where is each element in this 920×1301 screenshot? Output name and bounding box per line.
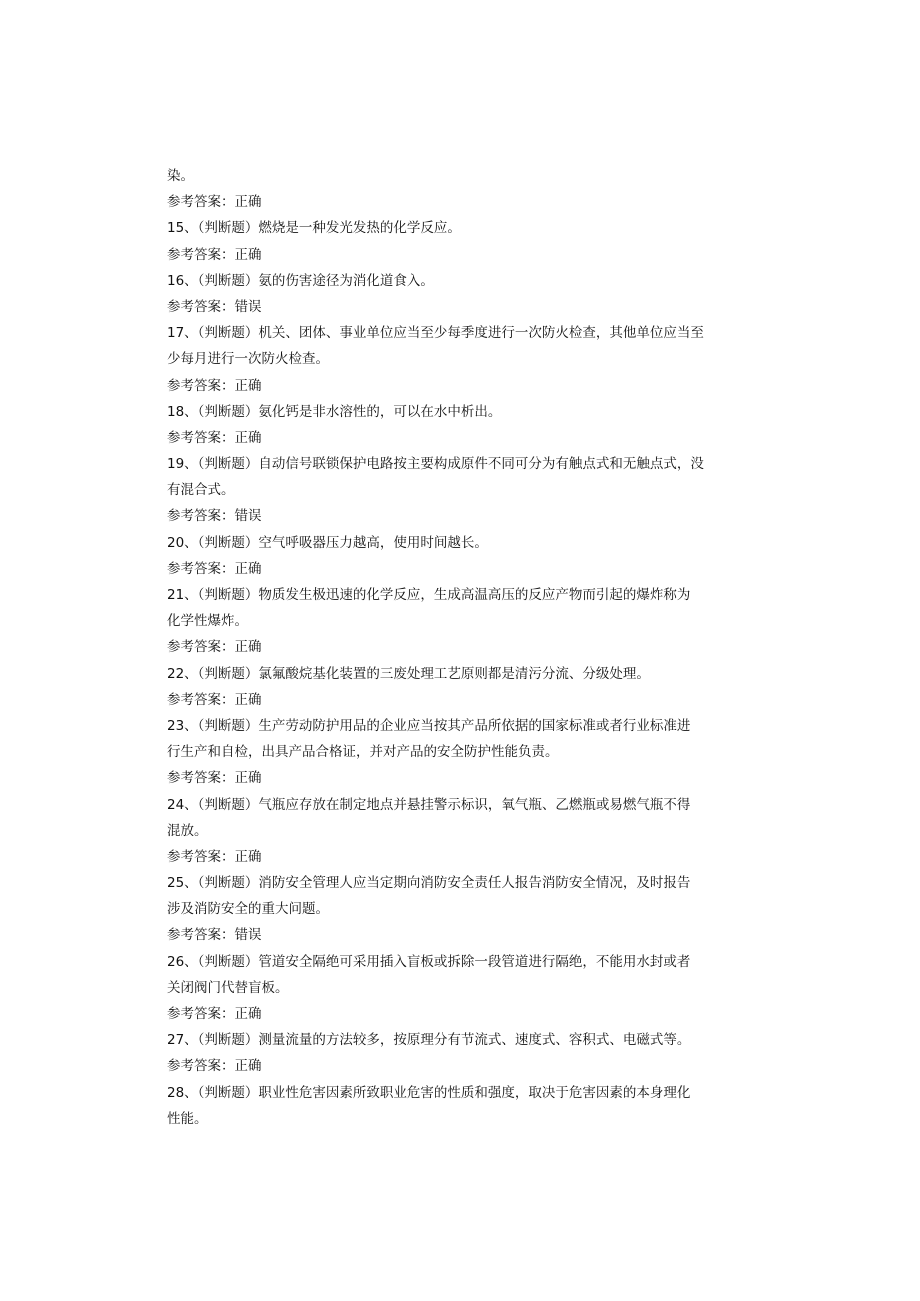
answer-line: 参考答案：正确 bbox=[167, 639, 262, 656]
question-continuation-line: 关闭阀门代替盲板。 bbox=[167, 979, 289, 996]
question-continuation-line: 涉及消防安全的重大问题。 bbox=[167, 901, 329, 918]
question-line: 19、（判断题）自动信号联锁保护电路按主要构成原件不同可分为有触点式和无触点式，没 bbox=[167, 456, 704, 473]
question-continuation-line: 混放。 bbox=[167, 822, 208, 839]
question-line: 23、（判断题）生产劳动防护用品的企业应当按其产品所依据的国家标准或者行业标准进 bbox=[167, 717, 691, 734]
answer-line: 参考答案：正确 bbox=[167, 1006, 262, 1022]
question-line: 15、（判断题）燃烧是一种发光发热的化学反应。 bbox=[167, 220, 461, 237]
answer-line: 参考答案：正确 bbox=[167, 429, 262, 446]
question-continuation-line: 化学性爆炸。 bbox=[167, 613, 248, 630]
answer-line: 参考答案：错误 bbox=[167, 927, 262, 944]
question-line: 21、（判断题）物质发生极迅速的化学反应，生成高温高压的反应产物而引起的爆炸称为 bbox=[167, 587, 691, 603]
question-line: 24、（判断题）气瓶应存放在制定地点并悬挂警示标识，氧气瓶、乙燃瓶或易燃气瓶不得 bbox=[167, 796, 691, 813]
answer-line: 参考答案：正确 bbox=[167, 848, 262, 865]
question-line: 28、（判断题）职业性危害因素所致职业危害的性质和强度，取决于危害因素的本身理化 bbox=[167, 1084, 691, 1101]
answer-line: 参考答案：正确 bbox=[167, 691, 262, 708]
answer-line: 参考答案：正确 bbox=[167, 1058, 262, 1075]
question-line: 18、（判断题）氨化钙是非水溶性的，可以在水中析出。 bbox=[167, 403, 502, 420]
question-line: 22、（判断题）氯氟酸烷基化装置的三废处理工艺原则都是清污分流、分级处理。 bbox=[167, 665, 650, 682]
answer-line: 参考答案：正确 bbox=[167, 770, 262, 787]
answer-line: 参考答案：正确 bbox=[167, 560, 262, 577]
question-continuation-line: 性能。 bbox=[167, 1110, 208, 1127]
question-line: 26、（判断题）管道安全隔绝可采用插入盲板或拆除一段管道进行隔绝，不能用水封或者 bbox=[167, 953, 691, 970]
question-continuation-line: 有混合式。 bbox=[167, 482, 235, 499]
document-body bbox=[167, 163, 757, 1132]
answer-line: 参考答案：正确 bbox=[167, 377, 262, 394]
question-line: 20、（判断题）空气呼吸器压力越高，使用时间越长。 bbox=[167, 534, 488, 551]
answer-line: 参考答案：正确 bbox=[167, 194, 262, 211]
question-continuation-line: 行生产和自检，出具产品合格证，并对产品的安全防护性能负责。 bbox=[167, 744, 559, 761]
question-line: 27、（判断题）测量流量的方法较多，按原理分有节流式、速度式、容积式、电磁式等。 bbox=[167, 1032, 691, 1049]
question-line: 16、（判断题）氨的伤害途径为消化道食入。 bbox=[167, 272, 434, 289]
answer-line: 参考答案：错误 bbox=[167, 298, 262, 315]
answer-line: 参考答案：正确 bbox=[167, 246, 262, 263]
question-line: 25、（判断题）消防安全管理人应当定期向消防安全责任人报告消防安全情况，及时报告 bbox=[167, 875, 691, 892]
text-line: 染。 bbox=[167, 168, 194, 184]
question-continuation-line: 少每月进行一次防火检查。 bbox=[167, 351, 329, 368]
answer-line: 参考答案：错误 bbox=[167, 508, 262, 525]
question-line: 17、（判断题）机关、团体、事业单位应当至少每季度进行一次防火检查，其他单位应当至 bbox=[167, 325, 704, 342]
